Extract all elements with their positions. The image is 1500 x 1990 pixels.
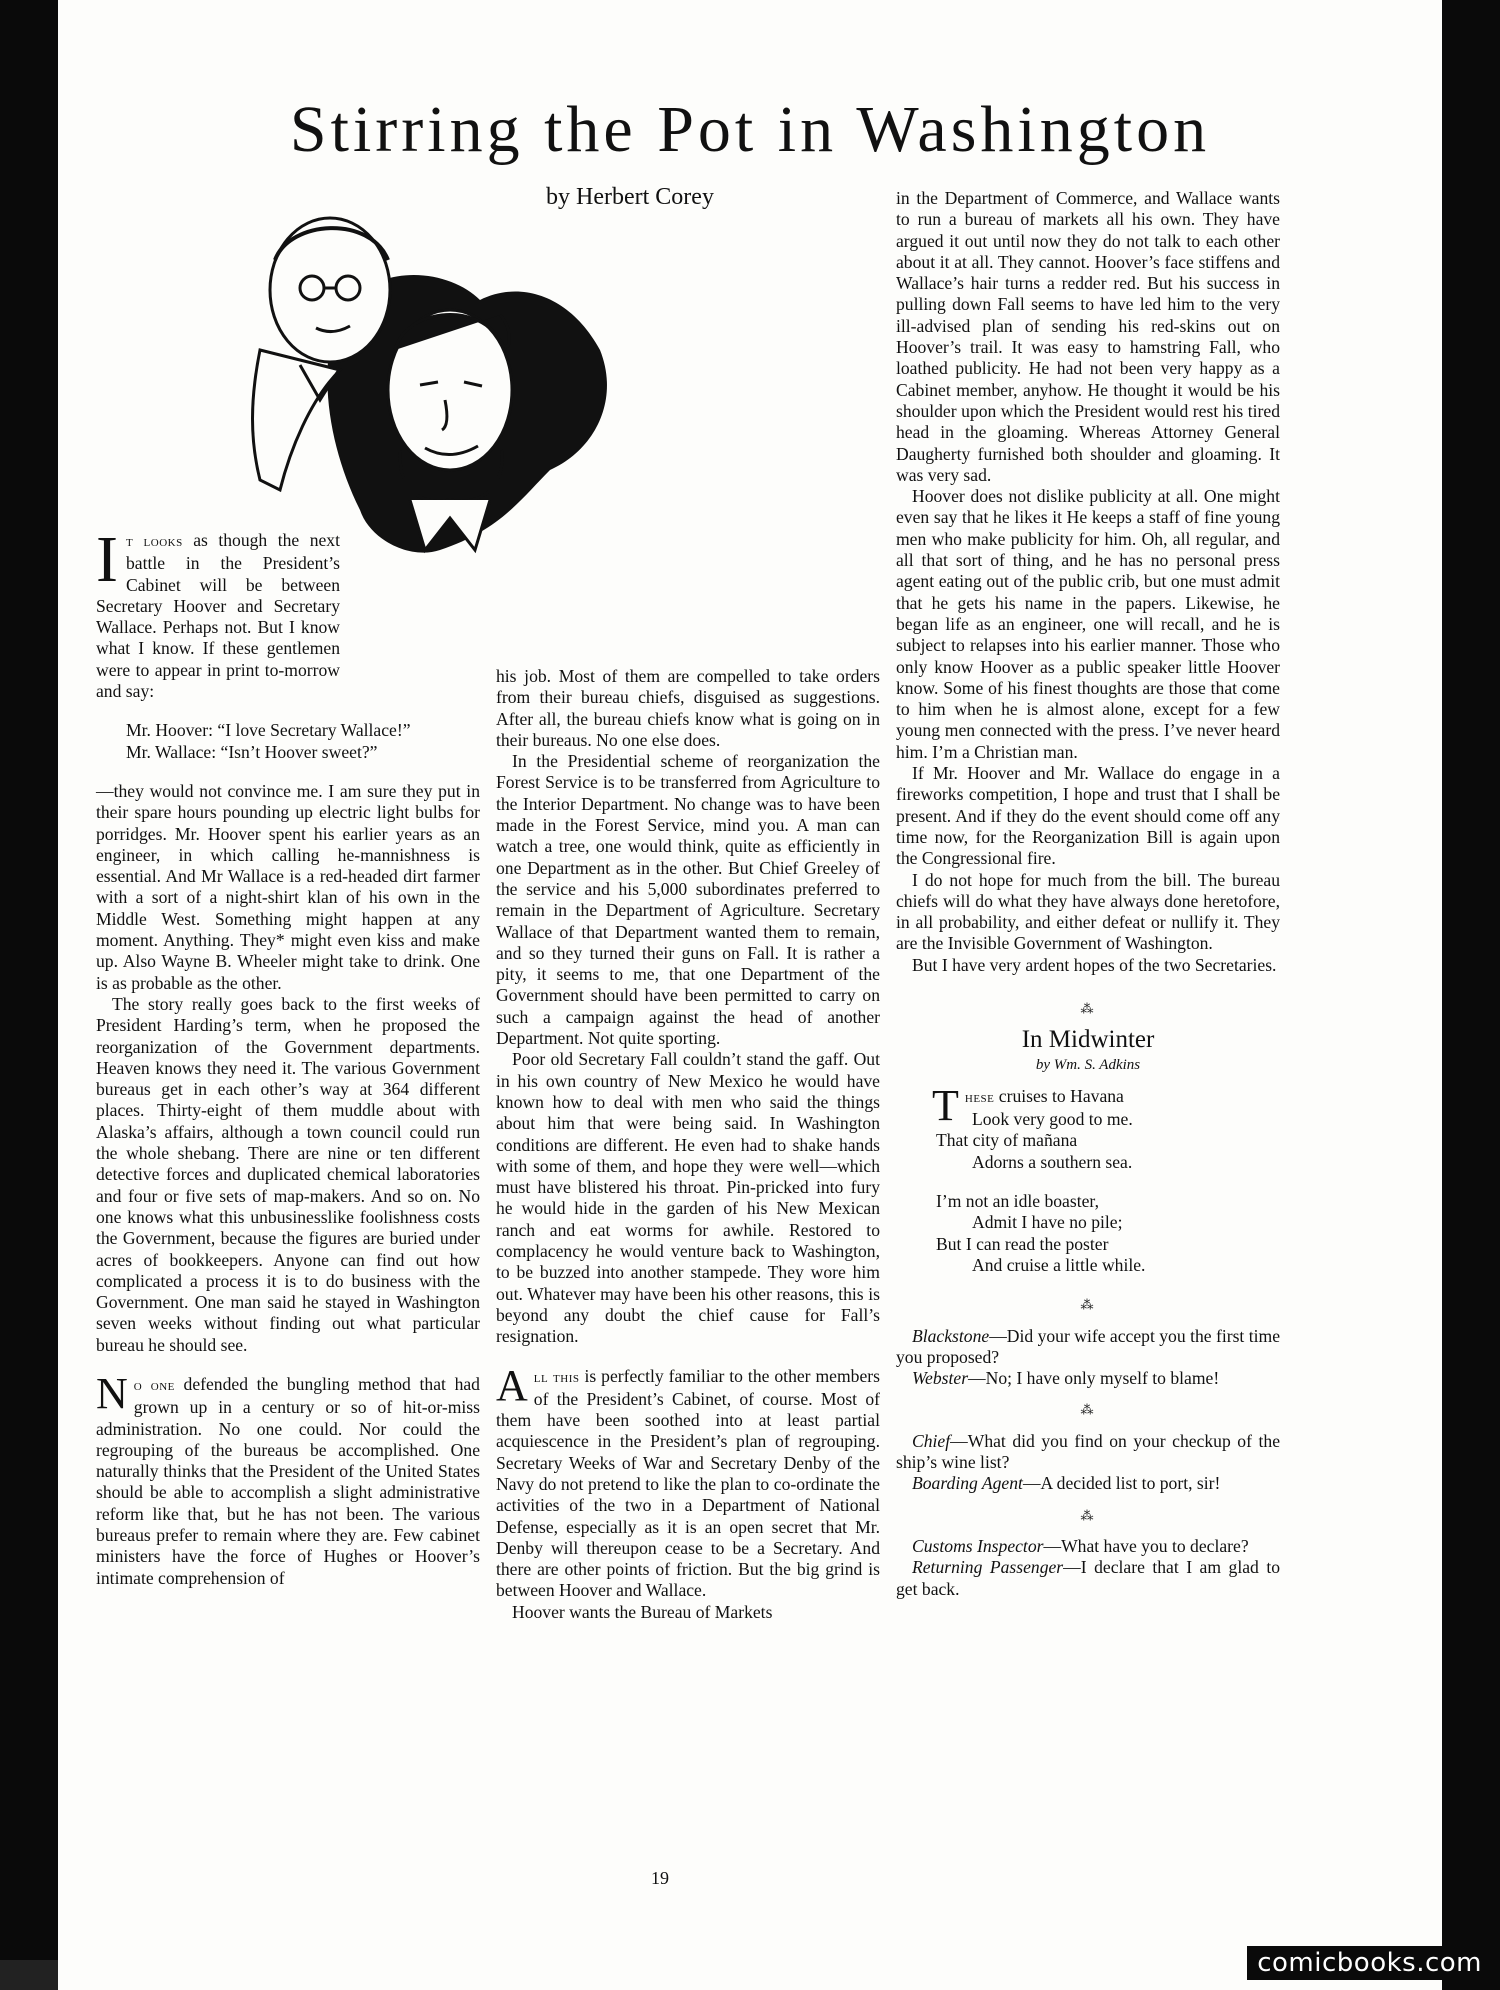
paragraph: Hoover wants the Bureau of Markets	[512, 1601, 773, 1622]
paragraph: No one defended the bungling method that had grown up in a century or so of hit-or-miss administration. No one could. Nor could the regrouping of the bureaus be accomplished. One naturally thinks that the President of the United States should be able to accomplish a slight administrative reform like that, but he has not been. The various bureaus prefer to remain where they are. Few cabinet ministers have the force of Hughes or Hoover’s intimate comprehension of	[96, 1368, 480, 1588]
article-byline: by Herbert Corey	[546, 184, 714, 210]
poem-stanza: These cruises to Havana Look very good to me. That city of mañana Adorns a southern sea.	[932, 1080, 1133, 1172]
scan-border-right	[1442, 0, 1500, 1990]
page-number: 19	[651, 1868, 669, 1888]
paragraph: —they would not convince me. I am sure they put in their spare hours pounding up electric light bulbs for porridges. Mr. Hoover spent his earlier years as an engineer, in which calling he-mannishness is essential. And Mr Wallace is a red-headed dirt farmer with a sort of a night-shirt klan of his own in the Middle West. Something might happen at any moment. Anything. They* might even kiss and make up. Also Wayne B. Wheeler might take to drink. One is as probable as the other.	[96, 780, 480, 993]
binding-edge	[0, 1960, 58, 1990]
poem	[896, 1080, 1280, 1276]
paragraph: But I have very ardent hopes of the two Secretaries.	[912, 954, 1277, 975]
watermark: comicbooks.com	[1247, 1946, 1492, 1980]
joke: Chief—What did you find on your checkup of the ship’s wine list? Boarding Agent—A decided list to port, sir!	[896, 1430, 1280, 1494]
scan-border-left	[0, 0, 58, 1990]
poem-title: In Midwinter	[1021, 1026, 1155, 1054]
drop-cap-a: A	[496, 1360, 528, 1410]
quote-wallace: Mr. Wallace: “Isn’t Hoover sweet?”	[126, 741, 378, 762]
paragraph: All this is perfectly familiar to the other members of the President’s Cabinet, of course. Most of them have been soothed into at least partial acquiescence in the President’s plan of regrouping. Secretary Weeks of War and Secretary Denby of the Navy do not pretend to like the plan to co-ordinate the activities of the two in a Department of National Defense, especially as it is an open secret that Mr. Denby will thereupon cease to be a Secretary. And there are other points of friction. But the big grind is between Hoover and Wallace.	[496, 1360, 880, 1601]
paragraph: If Mr. Hoover and Mr. Wallace do engage in a fireworks competition, I hope and trust that I shall be present. And if they do the event should come off any time now, for the Reorganization Bill is again upon the Congressional fire.	[896, 763, 1280, 869]
paragraph: in the Department of Commerce, and Wallace wants to run a bureau of markets all his own. They have argued it out until now they do not talk to each other about it at all. They cannot. Hoover’s face stiffens and Wallace’s hair turns a redder red. But his success in pulling down Fall seems to have led him to the very ill-advised plan of sending his red-skins out on Hoover’s trail. It was easy to hamstring Fall, who loathed publicity. He had not been very happy as a Cabinet member, anyhow. He thought it would be his shoulder upon which the President would rest his tired head in the gloaming. Whereas Attorney General Daugherty furnished both shoulder and gloaming. It was very sad.	[896, 188, 1280, 485]
article-intro: It looks as though the next battle in the President’s Cabinet will be between Secretary Hoover and Secretary Wallace. Perhaps not. But I know what I know. If these gentlemen were to appear in print to-morrow and say:	[96, 523, 340, 702]
article-headline: Stirring the Pot in Washington	[289, 93, 1211, 166]
poem-stanza: I’m not an idle boaster, Admit I have no pile; But I can read the poster And cruise a little while.	[936, 1191, 1146, 1275]
column-1	[96, 523, 480, 1589]
paragraph: Poor old Secretary Fall couldn’t stand the gaff. Out in his own country of New Mexico he would have known how to deal with men who said the things about him that were being said. In Washington conditions are different. He even had to shake hands with some of them, and hope they were well—which must have blistered his throat. Pin-pricked into fury he would hide in the garden of his New Mexican ranch and eat worms for awhile. Restored to complacency he would venture back to Washington, to be buzzed into another stampede. They wore him out. Whatever may have been his other reasons, this is beyond any doubt the chief cause for Fall’s resignation.	[496, 1049, 880, 1347]
paragraph: The story really goes back to the first weeks of President Harding’s term, when he proposed the reorganization of the Government departments. Heaven knows they need it. The various Government bureaus get in each other’s way at 364 different places. Thirty-eight of them muddle about with Alaska’s affairs, although a town council could run the whole shebang. There are nine or ten different detective forces and duplicated chemical laboratories and four or five sets of map-makers. And so on. No one knows what this unbusinesslike foolishness costs the Government, because the figures are buried under acres of bookkeepers. Anyone can find out how complicated a process it is to do business with the Government. One man said he stayed in Washington seven weeks without finding out what particular bureau he should see.	[96, 993, 480, 1355]
section-divider: ⁂	[1080, 1507, 1096, 1523]
drop-cap-t: T	[932, 1080, 959, 1130]
quote-hoover: Mr. Hoover: “I love Secretary Wallace!”	[126, 720, 411, 741]
section-divider: ⁂	[1080, 1000, 1096, 1016]
drop-cap-n: N	[96, 1368, 128, 1418]
joke: Blackstone—Did your wife accept you the first time you proposed? Webster—No; I have only myself to blame!	[896, 1325, 1280, 1389]
paragraph: I do not hope for much from the bill. The bureau chiefs will do what they have always done heretofore, in all probability, and either defeat or nullify it. They are the Invisible Government of Washington.	[896, 869, 1280, 954]
column-3	[896, 188, 1280, 1600]
joke: Customs Inspector—What have you to declare? Returning Passenger—I declare that I am glad to get back.	[896, 1535, 1280, 1599]
section-divider: ⁂	[1080, 1402, 1096, 1418]
poem-author: by Wm. S. Adkins	[1035, 1056, 1141, 1073]
column-2	[496, 666, 880, 1623]
paragraph: Hoover does not dislike publicity at all. One might even say that he likes it He keeps a staff of fine young men who make publicity for him. Oh, all regular, and all that sort of thing, and he has no personal press agent eating out of the public crib, but one must admit that he gets his name in the papers. Likewise, he began life as an engineer, one will recall, and he is subject to relapses into his earlier manner. Those who only know Hoover as a public speaker little Hoover know. Some of his finest thoughts are those that come to him when he is almost alone, except for a few young men connected with the press. I’ve never heard him. I’m a Christian man.	[896, 486, 1280, 762]
section-divider: ⁂	[1080, 1297, 1096, 1313]
drop-cap-i: I	[96, 523, 118, 596]
paragraph: In the Presidential scheme of reorganization the Forest Service is to be transferred from Agriculture to the Interior Department. No change was to have been made in the Forest Service, mind you. A man can watch a tree, one would think, quite as efficiently in one Department as in the other. But Chief Greeley of the service and his 5,000 subordinates preferred to remain in the Department of Agriculture. Secretary Wallace of that Department wanted them to remain, and so they turned their guns on Fall. It is rather a pity, it seems to me, that one Department of the Government should have been permitted to carry on such a campaign against the head of another Department. Not quite sporting.	[496, 751, 880, 1049]
paragraph: his job. Most of them are compelled to take orders from their bureau chiefs, disguised as suggestions. After all, the bureau chiefs know what is going on in their bureaus. No one else does.	[496, 666, 880, 750]
